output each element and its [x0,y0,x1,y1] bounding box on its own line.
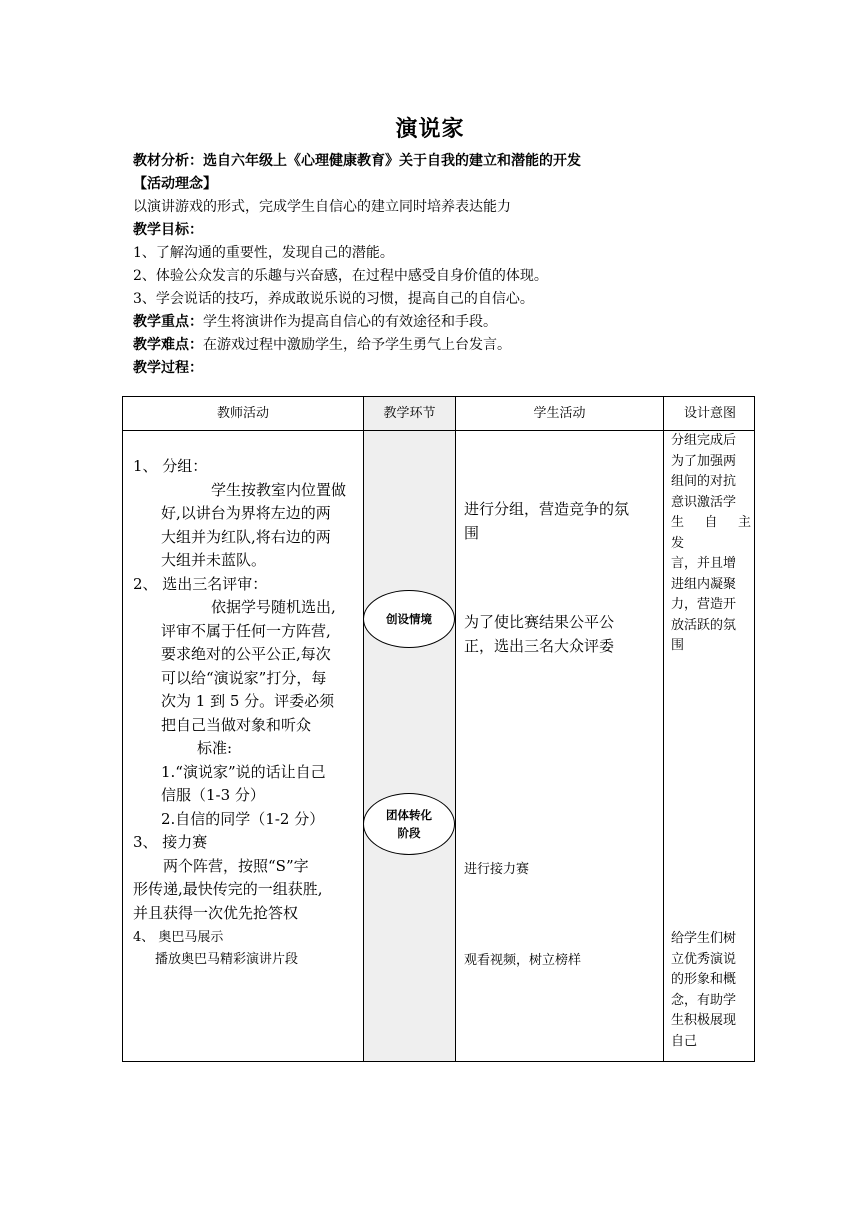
process-label: 教学过程： [133,360,203,376]
teacher-criteria-line: 2.自信的同学（1-2 分） [161,809,325,828]
concept-heading: 【活动理念】 [133,176,217,192]
teacher-text-line: 可以给“演说家”打分，每 [161,668,327,687]
design-text-line: 围 [671,638,685,653]
teacher-text-line: 两个阵营，按照“S”字 [163,856,309,875]
header-divider [123,430,754,431]
header-teaching-stage: 教学环节 [383,406,436,421]
teacher-text-line: 评审不属于任何一方阵营, [161,621,331,640]
analysis-label: 教材分析： [133,153,203,169]
teacher-text-line: 次为 1 到 5 分。评委必须 [161,692,335,710]
teacher-text-line: 大组并未蓝队。 [161,551,267,569]
teacher-text-line: 依据学号随机选出, [211,598,336,616]
header-student-activity: 学生活动 [533,406,586,421]
column-divider [455,397,456,1061]
goal-item: 1、了解沟通的重要性，发现自己的潜能。 [133,245,394,261]
stage-scenario-ellipse [363,590,455,648]
teacher-activities [133,455,361,925]
stage-label: 团体转化 [386,808,432,822]
student-activity-3: 进行接力赛 [464,862,530,877]
goal-item: 3、学会说话的技巧，养成敢说乐说的习惯，提高自己的自信心。 [133,291,534,307]
teacher-text-line: 要求绝对的公平公正,每次 [161,645,331,663]
teacher-text-line: 学生按教室内位置做 [211,480,347,499]
teacher-criteria-line: 信服（1-3 分） [161,786,265,804]
key-point-text: 学生将演讲作为提高自信心的有效途径和手段。 [203,314,497,330]
student-activity-4: 观看视频，树立榜样 [464,953,582,968]
teacher-text-line: 把自己当做对象和听众 [161,715,312,734]
difficulty-line [133,334,753,357]
stage-group-transform-ellipse [363,793,455,855]
student-activity-2 [464,611,660,658]
teacher-standard-label: 标准: [197,739,233,757]
key-point-label: 教学重点： [133,314,203,330]
teacher-text-line: 并且获得一次优先抢答权 [133,903,299,922]
design-text-line: 生 自 主 发 [671,515,751,551]
document-title: 演说家 [395,117,465,142]
goals-label: 教学目标： [133,222,203,238]
design-intent-2 [671,929,751,1052]
teacher-item-title: 2、 选出三名评审： [133,574,268,593]
goal-item: 2、体验公众发言的乐趣与兴奋感，在过程中感受自身价值的体现。 [133,268,548,284]
concept-text: 以演讲游戏的形式，完成学生自信心的建立同时培养表达能力 [133,199,511,215]
student-activity-1 [464,498,660,545]
design-text-line: 的形象和概 [671,972,737,987]
design-text-line: 进组内凝聚 [671,576,737,592]
teacher-item-title: 4、 奥巴马展示 [133,930,224,945]
teacher-criteria-line: 1.“演说家”说的话让自己 [161,762,326,781]
teacher-text-line: 大组并为红队,将右边的两 [161,527,331,546]
teacher-item-title: 1、 分组： [133,457,208,475]
student-text-line: 进行分组，营造竞争的氛 [464,500,630,518]
design-text-line: 分组完成后 [671,433,737,448]
stage-column-shade [364,397,455,1061]
design-intent-1 [671,431,751,657]
analysis-line [133,150,753,173]
teacher-text-line: 播放奥巴马精彩演讲片段 [155,952,299,967]
design-text-line: 自己 [671,1033,698,1049]
design-text-line: 生积极展现 [671,1013,737,1028]
student-text-line: 正，选出三名大众评委 [464,636,615,655]
header-teacher-activity: 教师活动 [216,406,269,421]
column-divider [363,397,364,1061]
design-text-line: 立优秀演说 [671,951,737,967]
teacher-item-4 [133,927,361,971]
difficulty-label: 教学难点： [133,337,203,353]
stage-label: 阶段 [397,826,421,840]
column-divider [663,397,664,1061]
student-text-line: 为了使比赛结果公平公 [464,613,615,631]
design-text-line: 力，营造开 [671,597,737,612]
design-text-line: 为了加强两 [671,453,737,469]
analysis-text: 选自六年级上《心理健康教育》关于自我的建立和潜能的开发 [203,153,581,169]
teacher-text-line: 好,以讲台为界将左边的两 [161,504,331,522]
stage-label: 创设情境 [386,612,432,626]
design-text-line: 意识激活学 [671,494,737,510]
student-text-line: 围 [464,523,480,542]
design-text-line: 给学生们树 [671,931,737,946]
key-point-line [133,311,753,334]
design-text-line: 放活跃的氛 [671,617,737,633]
design-text-line: 言，并且增 [671,556,737,571]
intro-section [133,150,753,380]
difficulty-text: 在游戏过程中激励学生，给予学生勇气上台发言。 [203,337,511,353]
teacher-text-line: 形传递,最快传完的一组获胜, [133,880,323,898]
teacher-item-title: 3、 接力赛 [133,833,208,851]
design-text-line: 组间的对抗 [671,474,737,489]
lesson-table [122,396,755,1062]
header-design-intent: 设计意图 [683,406,736,421]
design-text-line: 念，有助学 [671,992,737,1008]
